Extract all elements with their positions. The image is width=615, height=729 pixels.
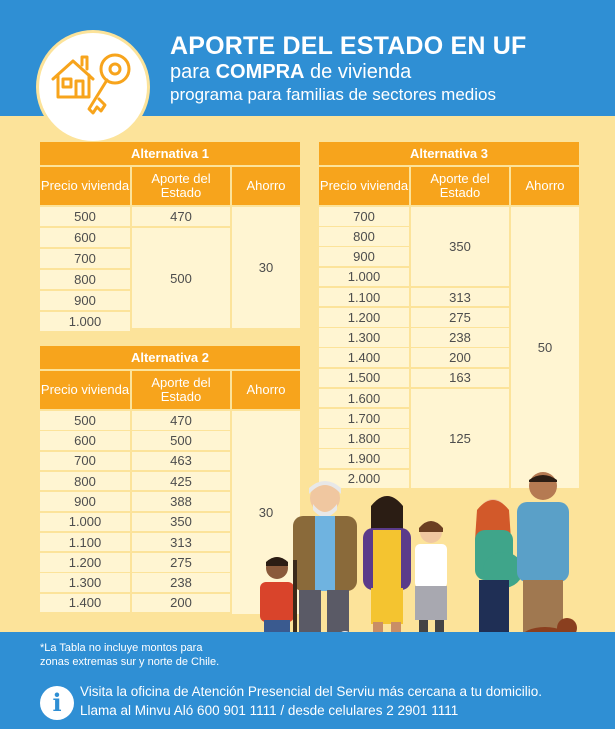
precio-cell: 900	[40, 492, 130, 511]
aporte-cell: 238	[132, 573, 230, 592]
precio-cell: 2.000	[319, 470, 409, 489]
aporte-cell: 313	[411, 288, 509, 307]
precio-cell: 500	[40, 207, 130, 226]
ahorro-cell-merged: 50	[511, 207, 579, 488]
precio-cell: 1.900	[319, 449, 409, 468]
table-title: Alternativa 3	[319, 142, 579, 165]
info-icon: i	[40, 686, 74, 720]
page-subtitle	[170, 61, 411, 84]
precio-cell: 600	[40, 431, 130, 450]
aporte-cell: 238	[411, 328, 509, 347]
precio-cell: 1.300	[40, 573, 130, 592]
precio-cell: 1.400	[319, 348, 409, 367]
precio-cell: 1.000	[40, 312, 130, 331]
precio-cell: 1.600	[319, 389, 409, 408]
footer	[0, 632, 615, 729]
header-aporte: Aporte del Estado	[411, 167, 509, 205]
aporte-cell: 163	[411, 369, 509, 388]
aporte-cell: 500	[132, 431, 230, 450]
header-precio: Precio vivienda	[40, 167, 130, 205]
table-title: Alternativa 1	[40, 142, 300, 165]
header-precio: Precio vivienda	[40, 371, 130, 409]
precio-cell: 900	[40, 291, 130, 310]
house-key-icon	[49, 47, 137, 127]
precio-cell: 1.000	[319, 268, 409, 287]
page-subtitle-2: programa para familias de sectores medios	[170, 85, 496, 104]
ahorro-cell-merged: 30	[232, 411, 300, 614]
precio-cell: 1.300	[319, 328, 409, 347]
aporte-cell: 425	[132, 472, 230, 491]
precio-cell: 1.200	[40, 553, 130, 572]
precio-cell: 1.800	[319, 429, 409, 448]
header-aporte: Aporte del Estado	[132, 371, 230, 409]
subtitle-post: de vivienda	[304, 61, 412, 83]
table-title: Alternativa 2	[40, 346, 300, 369]
aporte-cell: 388	[132, 492, 230, 511]
subtitle-bold: COMPRA	[215, 61, 305, 83]
aporte-cell: 200	[132, 594, 230, 613]
table-alternativa-1	[40, 142, 300, 328]
precio-cell: 900	[319, 247, 409, 266]
precio-cell: 700	[40, 452, 130, 471]
phone-text: Llama al Minvu Aló 600 901 1111 / desde celulares 2 2901 1111	[80, 703, 459, 718]
aporte-cell-merged: 500	[132, 228, 230, 328]
precio-cell: 700	[319, 207, 409, 226]
precio-cell: 1.100	[40, 533, 130, 552]
ahorro-cell-merged: 30	[232, 207, 300, 328]
precio-cell: 500	[40, 411, 130, 430]
footnote-line-1: *La Tabla no incluye montos para	[40, 642, 203, 654]
precio-cell: 1.000	[40, 513, 130, 532]
page-title: APORTE DEL ESTADO EN UF	[170, 32, 527, 60]
aporte-cell: 275	[132, 553, 230, 572]
precio-cell: 1.200	[319, 308, 409, 327]
header-aporte: Aporte del Estado	[132, 167, 230, 205]
aporte-cell: 200	[411, 348, 509, 367]
subtitle-pre: para	[170, 61, 216, 83]
precio-cell: 600	[40, 228, 130, 247]
aporte-cell: 275	[411, 308, 509, 327]
aporte-cell-merged: 125	[411, 389, 509, 488]
precio-cell: 700	[40, 249, 130, 268]
footnote-line-2: zonas extremas sur y norte de Chile.	[40, 656, 220, 668]
precio-cell: 1.700	[319, 409, 409, 428]
precio-cell: 1.500	[319, 369, 409, 388]
precio-cell: 1.400	[40, 594, 130, 613]
aporte-cell: 470	[132, 207, 230, 226]
aporte-cell: 350	[132, 513, 230, 532]
logo	[39, 33, 147, 141]
aporte-cell: 463	[132, 452, 230, 471]
precio-cell: 1.100	[319, 288, 409, 307]
visit-text: Visita la oficina de Atención Presencial del Serviu más cercana a tu domicilio.	[80, 684, 542, 699]
table-alternativa-3	[319, 142, 579, 488]
header-ahorro: Ahorro	[232, 371, 300, 409]
header-ahorro: Ahorro	[232, 167, 300, 205]
precio-cell: 800	[40, 472, 130, 491]
header-precio: Precio vivienda	[319, 167, 409, 205]
aporte-cell: 313	[132, 533, 230, 552]
precio-cell: 800	[40, 270, 130, 289]
footnote	[40, 641, 219, 669]
aporte-cell-merged: 350	[411, 207, 509, 286]
aporte-cell: 470	[132, 411, 230, 430]
precio-cell: 800	[319, 227, 409, 246]
header-ahorro: Ahorro	[511, 167, 579, 205]
